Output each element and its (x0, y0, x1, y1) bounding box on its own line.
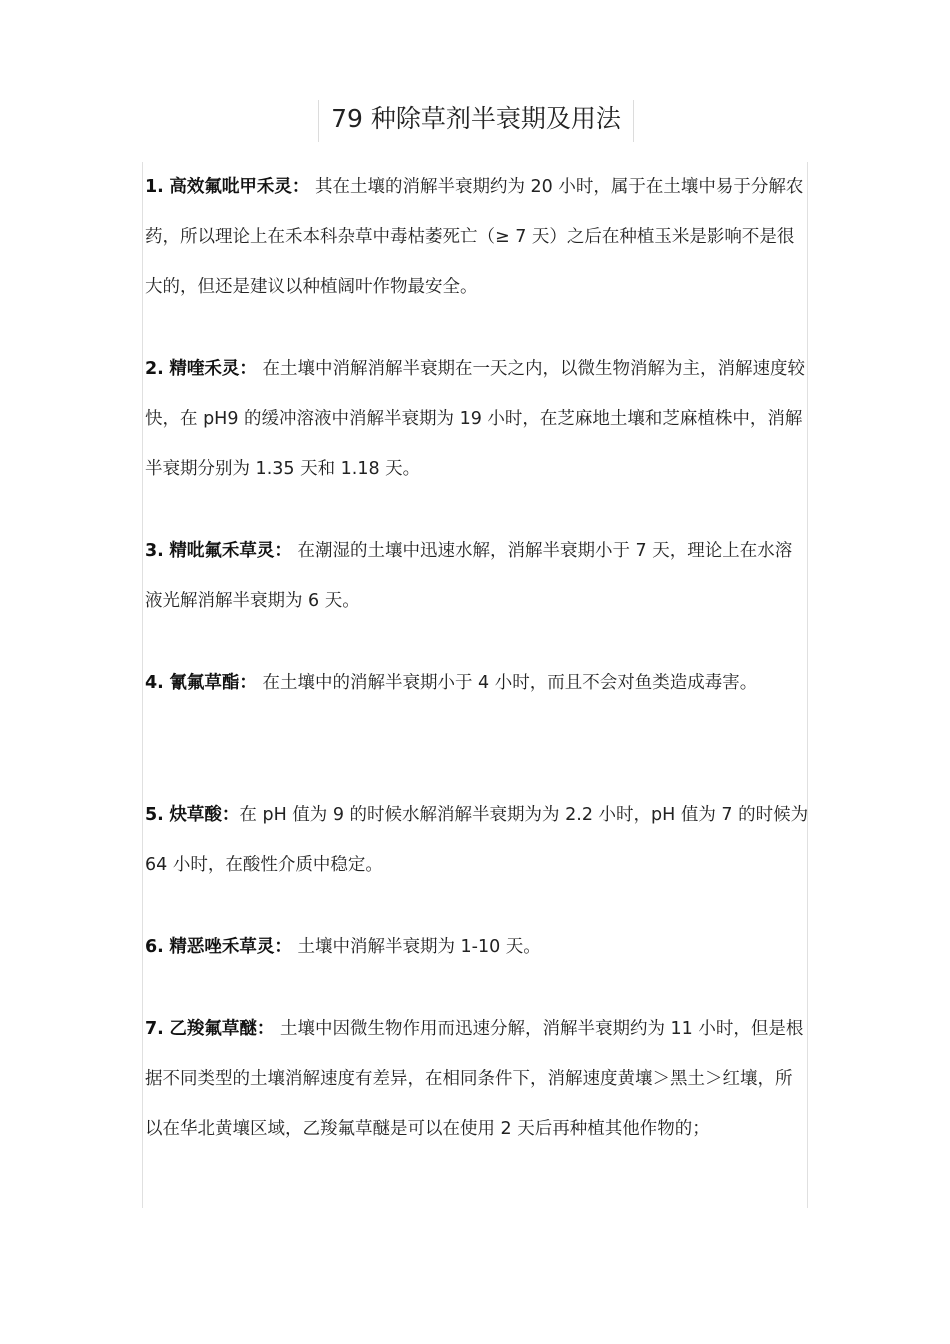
item-number: 3. (145, 541, 164, 561)
list-item (145, 1004, 809, 1154)
page-title: 79 种除草剂半衰期及用法 (318, 100, 634, 142)
item-term: 乙羧氟草醚： (169, 1019, 275, 1039)
item-text: 在土壤中消解消解半衰期在一天之内，以微生物消解为主，消解速度较快，在 pH9 的缓冲溶液中消解半衰期为 19 小时，在芝麻地土壤和芝麻植株中，消解半衰期分别为 1.35 天和 1.18 天。 (145, 359, 805, 479)
list-item (145, 790, 809, 890)
document-body (142, 162, 808, 1208)
list-item (145, 658, 809, 708)
item-term: 氰氟草酯： (169, 673, 257, 693)
item-number: 5. (145, 805, 164, 825)
item-text: 其在土壤的消解半衰期约为 20 小时，属于在土壤中易于分解农药，所以理论上在禾本科杂草中毒枯萎死亡（≥ 7 天）之后在种植玉米是影响不是很大的，但还是建议以种植阔叶作物最安全。 (145, 177, 804, 297)
list-item (145, 526, 809, 626)
item-text: 在土壤中的消解半衰期小于 4 小时，而且不会对鱼类造成毒害。 (256, 673, 758, 693)
item-number: 7. (145, 1019, 164, 1039)
item-text: 土壤中因微生物作用而迅速分解，消解半衰期约为 11 小时，但是根据不同类型的土壤消解速度有差异，在相同条件下，消解速度黄壤＞黑土＞红壤，所以在华北黄壤区域，乙羧氟草醚是可以在使用 2 天后再种植其他作物的； (145, 1019, 804, 1139)
item-number: 4. (145, 673, 164, 693)
item-number: 6. (145, 937, 164, 957)
item-term: 精恶唑禾草灵： (169, 937, 292, 957)
item-number: 1. (145, 177, 164, 197)
list-item (145, 922, 809, 972)
item-term: 高效氟吡甲禾灵： (169, 177, 310, 197)
item-text: 在 pH 值为 9 的时候水解消解半衰期为为 2.2 小时，pH 值为 7 的时候为 64 小时，在酸性介质中稳定。 (145, 805, 809, 875)
item-number: 2. (145, 359, 164, 379)
item-term: 精喹禾灵： (169, 359, 257, 379)
item-text: 土壤中消解半衰期为 1-10 天。 (291, 937, 541, 957)
item-term: 精吡氟禾草灵： (169, 541, 292, 561)
list-item (145, 162, 809, 312)
item-text: 在潮湿的土壤中迅速水解，消解半衰期小于 7 天，理论上在水溶液光解消解半衰期为 6 天。 (145, 541, 793, 611)
item-term: 炔草酸： (169, 805, 240, 825)
list-item (145, 344, 809, 494)
